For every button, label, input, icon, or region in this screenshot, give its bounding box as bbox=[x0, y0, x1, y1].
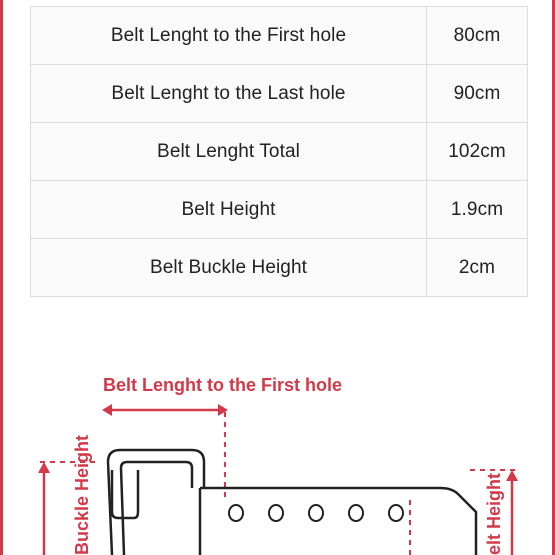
row-value: 102cm bbox=[427, 123, 528, 181]
belt-strap bbox=[200, 488, 476, 555]
buckle-height-label: Buckle Height bbox=[72, 434, 92, 555]
belt-hole bbox=[229, 505, 243, 521]
belt-hole bbox=[269, 505, 283, 521]
row-label: Belt Buckle Height bbox=[31, 239, 427, 297]
buckle-height-arrow bbox=[38, 462, 50, 555]
belt-height-label: elt Height bbox=[484, 472, 504, 555]
row-value: 80cm bbox=[427, 7, 528, 65]
belt-hole bbox=[309, 505, 323, 521]
first-hole-arrow bbox=[102, 404, 228, 416]
row-label: Belt Height bbox=[31, 181, 427, 239]
belt-hole bbox=[389, 505, 403, 521]
row-label: Belt Lenght to the First hole bbox=[31, 7, 427, 65]
belt-holes bbox=[229, 505, 403, 521]
row-label: Belt Lenght to the Last hole bbox=[31, 65, 427, 123]
buckle-shape bbox=[108, 450, 204, 555]
belt-hole bbox=[349, 505, 363, 521]
row-value: 1.9cm bbox=[427, 181, 528, 239]
row-label: Belt Lenght Total bbox=[31, 123, 427, 181]
belt-height-arrow bbox=[506, 470, 518, 555]
row-value: 90cm bbox=[427, 65, 528, 123]
first-hole-label: Belt Lenght to the First hole bbox=[103, 375, 342, 395]
row-value: 2cm bbox=[427, 239, 528, 297]
